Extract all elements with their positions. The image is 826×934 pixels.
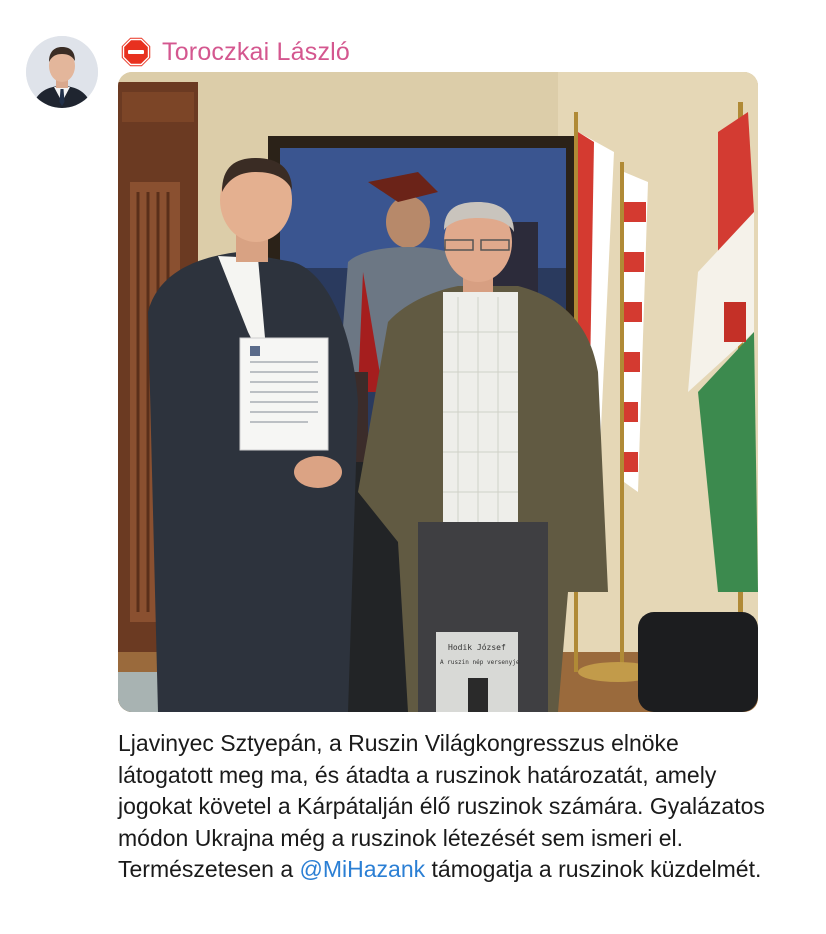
caption-text-1: Ljavinyec Sztyepán, a Ruszin Világkongresszus elnöke látogatott meg ma, és átadta a ruszinok határozatát, amely jogokat követel a Kárpátalján élő ruszinok számára. Gyalázatos módon Ukrajna még a ruszinok létezését sem ismeri el. Természetesen a	[118, 730, 765, 883]
author-avatar[interactable]	[26, 36, 98, 108]
post-photo[interactable]	[118, 72, 758, 712]
photo-scene	[118, 72, 758, 712]
post-caption	[118, 728, 778, 886]
author-name[interactable]: Toroczkai László	[162, 37, 351, 66]
post-header	[120, 34, 350, 70]
book-title-text: A ruszin nép versenyje	[440, 659, 520, 666]
caption-text-2: támogatja a ruszinok küzdelmét.	[425, 856, 762, 883]
mention-link[interactable]: @MiHazank	[299, 856, 426, 883]
stop-sign-icon	[120, 36, 152, 68]
book-author-text: Hodik József	[448, 643, 506, 652]
avatar-portrait-icon	[26, 36, 98, 108]
